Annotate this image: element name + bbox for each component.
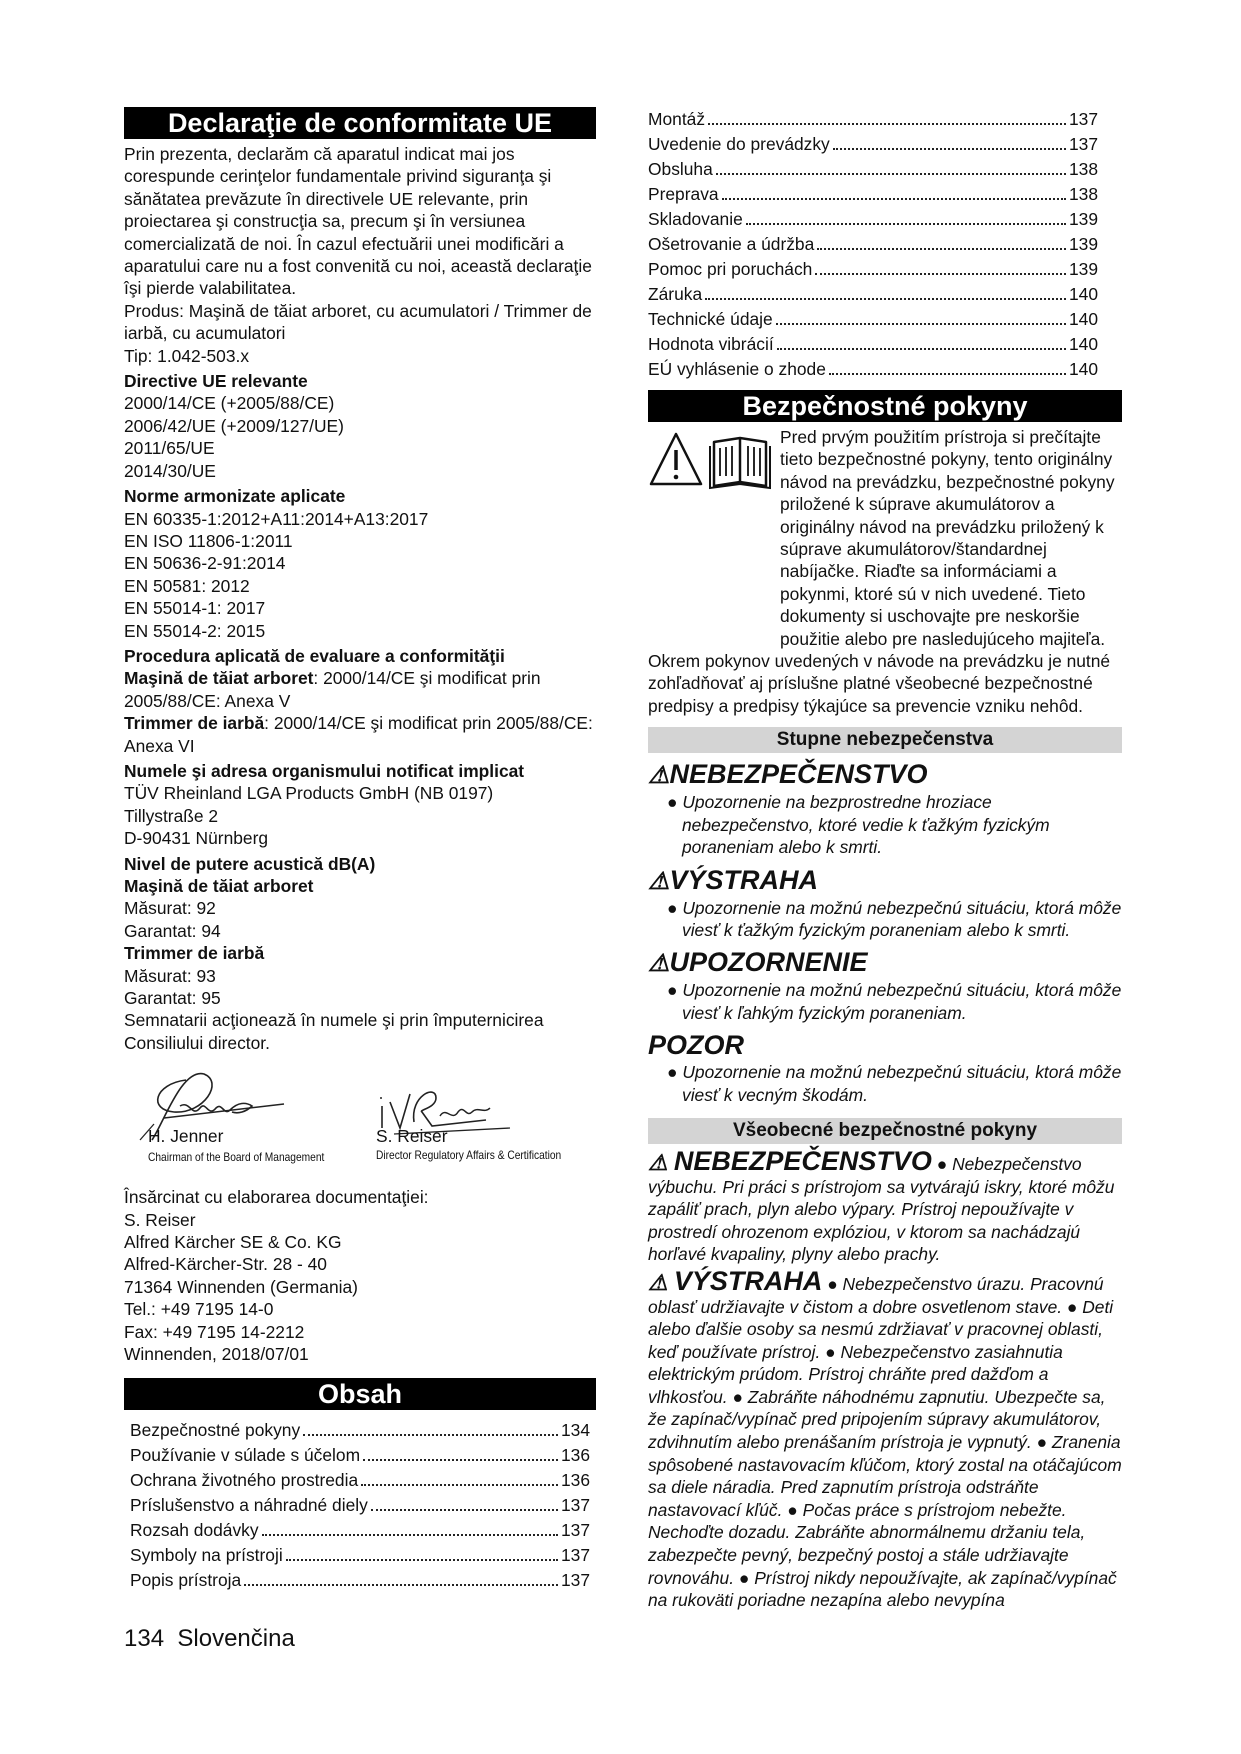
sig1-name: H. Jenner [148,1126,224,1147]
hazard-description: ● Upozornenie na možnú nebezpečnú situáciu, ktorá môže viesť k ťažkým fyzickým poraneniam alebo k smrti. [667,897,1122,940]
toc-entry[interactable] [124,1468,596,1493]
general-warning-paragraph: ⚠ VÝSTRAHA ● Nebezpečenstvo úrazu. Pracovnú oblasť udržiavajte v čistom a dobre osvetlenom stave. ● Deti alebo ďalšie osoby sa nesmú zdržiavať v pracovnej oblasti, keď používate prístroj. ● Nebezpečenstvo zasiahnutia elektrickým prúdom. Prístroj chráňte pred dažďom a vlhkosťou. ● Zabráňte náhodnému zapnutiu. Ubezpečte sa, že zapínač/vypínač pred pripojením súpravy akumulátorov, zdvihnutím alebo prenášaním prístroja je vypnutý. ● Zranenia spôsobené nastavovacím kľúčom, ktorý zostal na otáčajúcom sa diele náradia. Pred zapnutím prístroja odstráňte nastavovací kľúč. ● Počas práce s prístrojom nebežte. Nechoďte dozadu. Zabráňte abnormálnemu držaniu tela, zabezpečte pevný, bezpečný postoj a stále udržiavajte rovnováhu. ● Prístroj nikdy nepoužívajte, ak zapínač/vypínač na rukoväti poriadne nezapína alebo nevypína [648,1265,1122,1611]
hazard-description: ● Upozornenie na možnú nebezpečnú situáciu, ktorá môže viesť k ľahkým fyzickým poraneniam. [667,980,1122,1023]
toc-entry[interactable] [648,332,1122,357]
norm-item: EN 50581: 2012 [124,575,250,596]
warning-icon: ⚠ [648,1149,674,1175]
toc-dots [361,1484,558,1486]
toc-left [124,1418,596,1593]
toc-entry-title: Príslušenstvo a náhradné diely [130,1494,368,1515]
toc-entry[interactable] [124,1418,596,1443]
hazard-heading: ⚠UPOZORNENIE [648,947,868,978]
toc-entry-title: Ošetrovanie a údržba [648,234,815,254]
toc-entry-page: 140 [1068,284,1098,304]
warning-manual-icons [648,428,772,492]
page-language: Slovenčina [177,1625,295,1652]
doc-line: Alfred-Kärcher-Str. 28 - 40 [124,1254,327,1275]
toc-entry[interactable] [124,1543,596,1568]
toc-dots [716,173,1066,175]
toc-dots [286,1559,558,1561]
sound-1-measured: Măsurat: 92 [124,898,216,919]
toc-dots [815,273,1066,275]
conformity-title: Declaraţie de conformitate UE [124,107,596,139]
toc-entry-page: 136 [560,1444,590,1465]
toc-entry-title: EÚ vyhlásenie o zhode [648,359,826,379]
toc-entry[interactable] [648,232,1122,257]
toc-entry[interactable] [648,307,1122,332]
general-title: Všeobecné bezpečnostné pokyny [648,1118,1122,1144]
notified-line: TÜV Rheinland LGA Products GmbH (NB 0197) [124,783,494,804]
doc-line: Alfred Kärcher SE & Co. KG [124,1232,342,1253]
notified-line: D-90431 Nürnberg [124,828,269,849]
product-line: Produs: Maşină de tăiat arboret, cu acumulatori / Trimmer de iarbă, cu acumulatori [124,300,592,344]
toc-entry-title: Rozsah dodávky [130,1519,259,1540]
toc-entry-page: 138 [1068,159,1098,179]
toc-entry-title: Obsluha [648,159,713,179]
procedure-heading: Procedura aplicată de evaluare a conformităţii [124,645,505,666]
sig1-title: Chairman of the Board of Management [148,1150,325,1165]
directives-list [124,392,596,482]
toc-entry-title: Preprava [648,184,719,204]
toc-entry-page: 137 [560,1494,590,1515]
toc-entry[interactable] [648,182,1122,207]
toc-entry[interactable] [124,1568,596,1593]
toc-entry-page: 139 [1068,259,1098,279]
toc-entry[interactable] [648,357,1122,382]
toc-right [648,107,1122,382]
sig2-name: S. Reiser [376,1126,448,1147]
toc-entry-page: 136 [560,1469,590,1490]
toc-dots [708,123,1066,125]
warning-icon: ⚠ [648,950,670,978]
page-footer [124,1625,295,1653]
norms-list [124,508,596,642]
norm-item: EN 55014-2: 2015 [124,620,266,641]
signatories-text: Semnatarii acţionează în numele şi prin împuternicirea Consiliului director. [124,1010,544,1053]
norm-item: EN 55014-1: 2017 [124,598,266,619]
toc-dots [777,348,1066,350]
toc-entry-title: Hodnota vibrácií [648,334,774,354]
toc-entry[interactable] [648,282,1122,307]
hazard-heading: POZOR [648,1030,745,1061]
toc-entry-title: Záruka [648,284,703,304]
norm-item: EN 60335-1:2012+A11:2014+A13:2017 [124,508,429,529]
procedure-2-text: : 2000/14/CE şi modificat prin 2005/88/CE: Anexa VI [124,713,593,756]
notified-heading: Numele şi adresa organismului notificat implicat [124,760,525,781]
hazard-level [648,1030,1122,1106]
sig2-title: Director Regulatory Affairs & Certification [376,1148,562,1163]
norm-item: EN 50636-2-91:2014 [124,553,286,574]
toc-entry-page: 137 [560,1569,590,1590]
toc-entry[interactable] [124,1443,596,1468]
hazard-level [648,759,1122,858]
toc-dots [705,298,1066,300]
general-danger-paragraph: ⚠ NEBEZPEČENSTVO ● Nebezpečenstvo výbuchu. Pri práci s prístrojom sa vytvárajú iskry, ktoré môžu zapáliť prach, plyn alebo výpary. Prístroj nepoužívajte v prostredí ohrozenom explóziou, v ktorom sa nachádzajú horľavé kvapaliny, plyny alebo prachy. [648,1145,1115,1265]
warning-triangle-icon [651,434,701,484]
toc-dots [722,198,1066,200]
doc-line: Însărcinat cu elaborarea documentaţiei: [124,1187,429,1208]
sound-2-guaranteed: Garantat: 95 [124,988,221,1009]
toc-entry-page: 140 [1068,334,1098,354]
procedure-2 [124,712,596,757]
toc-dots [833,148,1066,150]
signature-block [124,1062,596,1172]
safety-intro-block [648,426,1122,650]
toc-entry-title: Popis prístroja [130,1569,242,1590]
doc-line: Tel.: +49 7195 14-0 [124,1299,274,1320]
norms-heading: Norme armonizate aplicate [124,486,346,507]
safety-intro-text: Pred prvým použitím prístroja si prečítajte tieto bezpečnostné pokyny, tento originálny návod na prevádzku, bezpečnostné pokyny priložené k súprave akumulátorov a originálny návod na prevádzku priložený k súprave akumulátorov/štandardnej nabíjačke. Riaďte sa informáciami a pokynmi, ktoré sú v nich uvedené. Tieto dokumenty si uschovajte pre neskoršie použitie alebo pre nasledujúceho majiteľa. [780,427,1115,649]
toc-entry-page: 140 [1068,309,1098,329]
hazard-level [648,865,1122,942]
doc-line: S. Reiser [124,1209,196,1230]
safety-text-2: Okrem pokynov uvedených v návode na prevádzku je nutné zohľadňovať aj príslušne platné všeobecné bezpečnostné predpisy a predpisy týkajúce sa prevencie vzniku nehôd. [648,651,1111,716]
safety-title: Bezpečnostné pokyny [648,390,1122,422]
toc-entry-title: Ochrana životného prostredia [130,1469,359,1490]
toc-entry-page: 139 [1068,209,1098,229]
toc-entry-page: 137 [560,1519,590,1540]
page-number: 134 [124,1625,165,1652]
directive-item: 2000/14/CE (+2005/88/CE) [124,393,335,414]
directives-heading: Directive UE relevante [124,371,308,392]
levels-title: Stupne nebezpečenstva [648,727,1122,753]
toc-entry-page: 137 [560,1544,590,1565]
toc-dots [244,1584,558,1586]
toc-entry-title: Pomoc pri poruchách [648,259,813,279]
directive-item: 2014/30/UE [124,460,216,481]
left-column [124,107,596,1593]
toc-title: Obsah [124,1378,596,1410]
toc-dots [776,323,1066,325]
procedure-1-text: : 2000/14/CE şi modificat prin 2005/88/CE: Anexa V [124,668,541,711]
general-warning-text: Nebezpečenstvo úrazu. Pracovnú oblasť udržiavajte v čistom a dobre osvetlenom stave. ● Deti alebo ďalšie osoby sa nesmú zdržiavať v pracovnej oblasti, keď používate prístroj. ● Nebezpečenstvo zasiahnutia elektrickým prúdom. Prístroj chráňte pred dažďom a vlhkosťou. ● Zabráňte náhodnému zapnutiu. Ubezpečte sa, že zapínač/vypínač pred pripojením súpravy akumulátorov, zdvihnutím alebo prenášaním prístroja je vypnutý. ● Zranenia spôsobené nastavovacím kľúčom, ktorý zostal na otáčajúcom sa diele náradia. Pred zapnutím prístroja odstráňte nastavovací kľúč. ● Počas práce s prístrojom nebežte. Nechoďte dozadu. Zabráňte abnormálnemu držaniu tela, zabezpečte pevný, bezpečný postoj a stále udržiavajte rovnováhu. ● Prístroj nikdy nepoužívajte, ak zapínač/vypínač na rukoväti poriadne nezapína alebo nevypína [648,1273,1122,1611]
toc-dots [371,1509,558,1511]
toc-dots [262,1534,558,1536]
toc-dots [817,248,1066,250]
warning-icon: ⚠ [648,867,670,895]
conformity-intro: Prin prezenta, declarăm că aparatul indicat mai jos corespunde cerinţelor fundamentale privind siguranţa şi sănătatea prevăzute în directivele UE relevante, prin proiectarea şi construcţia sa, precum şi în versiunea comercializată de noi. În cazul efectuării unei modificări a aparatului care nu a fost convenită cu noi, această declaraţie îşi pierde valabilitatea. [124,144,592,299]
toc-entry-title: Bezpečnostné pokyny [130,1419,301,1440]
toc-entry-page: 137 [1068,109,1098,129]
sound-heading: Nivel de putere acustică dB(A) [124,853,376,874]
hazard-heading: ⚠VÝSTRAHA [648,864,819,895]
toc-entry-page: 137 [1068,134,1098,154]
procedure-1 [124,667,596,712]
toc-dots [303,1434,558,1436]
hazard-description: ● Upozornenie na možnú nebezpečnú situáciu, ktorá môže viesť k vecným škodám. [667,1062,1122,1105]
toc-entry-title: Skladovanie [648,209,743,229]
toc-entry[interactable] [648,107,1122,132]
doc-line: Winnenden, 2018/07/01 [124,1344,309,1365]
toc-dots [363,1459,558,1461]
doc-line: 71364 Winnenden (Germania) [124,1276,358,1297]
sound-1-label: Maşină de tăiat arboret [124,876,314,896]
toc-entry[interactable] [124,1493,596,1518]
general-danger-head: NEBEZPEČENSTVO [673,1145,932,1176]
toc-entry[interactable] [648,132,1122,157]
toc-entry-title: Technické údaje [648,309,773,329]
norm-item: EN ISO 11806-1:2011 [124,530,293,551]
toc-entry-title: Montáž [648,109,706,129]
sound-2-label: Trimmer de iarbă [124,943,265,964]
general-danger-text: Nebezpečenstvo výbuchu. Pri práci s prístrojom sa vytvárajú iskry, ktoré môžu zapáliť prach, plyn alebo výpary. Prístroj nepoužívajte v prostredí ohrozenom explóziou, v ktorom sa nachádzajú horľavé kvapaliny, plyny alebo prachy. [648,1153,1115,1265]
warning-icon: ⚠ [648,1269,674,1295]
right-column [648,107,1122,1612]
doc-line: Fax: +49 7195 14-2212 [124,1321,305,1342]
toc-entry-page: 138 [1068,184,1098,204]
warning-icon: ⚠ [648,762,670,790]
toc-entry[interactable] [648,257,1122,282]
toc-entry[interactable] [124,1518,596,1543]
toc-entry-title: Uvedenie do prevádzky [648,134,830,154]
general-warning-head: VÝSTRAHA [673,1265,823,1296]
toc-entry-page: 140 [1068,359,1098,379]
sound-2-measured: Măsurat: 93 [124,965,216,986]
toc-dots [746,223,1066,225]
directive-item: 2006/42/UE (+2009/127/UE) [124,415,344,436]
toc-entry[interactable] [648,157,1122,182]
notified-line: Tillystraße 2 [124,805,219,826]
hazard-heading: ⚠NEBEZPEČENSTVO [648,759,928,790]
toc-dots [829,373,1066,375]
toc-entry-title: Používanie v súlade s účelom [130,1444,361,1465]
sound-1-guaranteed: Garantat: 94 [124,920,221,941]
toc-entry[interactable] [648,207,1122,232]
toc-entry-page: 134 [560,1419,590,1440]
toc-entry-title: Symboly na prístroji [130,1544,283,1565]
procedure-2-label: Trimmer de iarbă [124,713,265,734]
toc-entry-page: 139 [1068,234,1098,254]
directive-item: 2011/65/UE [124,438,215,459]
procedure-1-label: Maşină de tăiat arboret [124,668,314,689]
hazard-level [648,947,1122,1024]
manual-book-icon [710,438,770,488]
type-line: Tip: 1.042-503.x [124,345,250,366]
hazard-description: ● Upozornenie na bezprostredne hroziace nebezpečenstvo, ktoré vedie k ťažkým fyzickým poraneniam alebo k smrti. [667,792,1050,858]
